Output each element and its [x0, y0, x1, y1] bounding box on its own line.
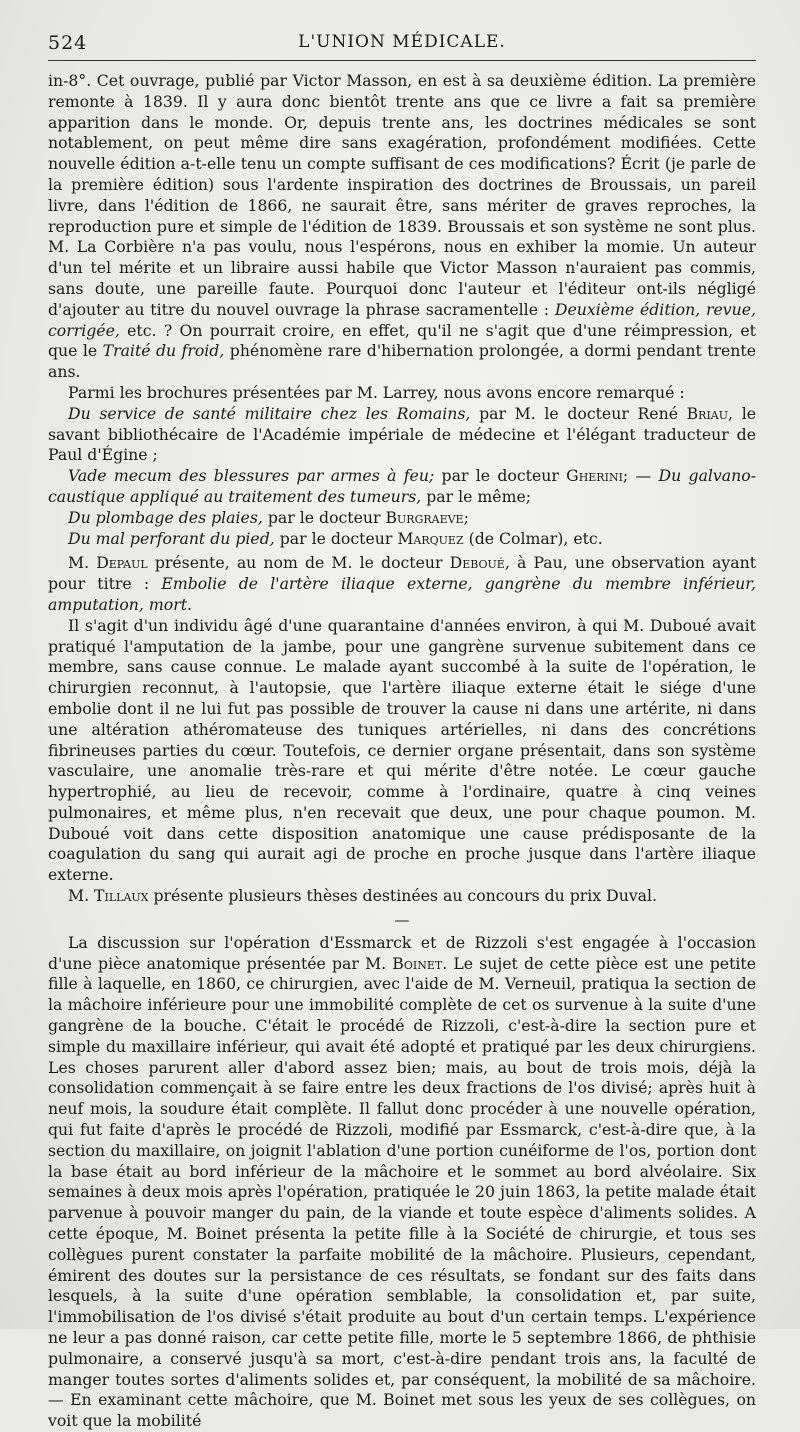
paragraph-depaul: M. Depaul présente, au nom de M. le docteur Deboué, à Pau, une observation ayant pour titre : Embolie de l'artère iliaque externe, gangrène du membre inférieur, amputation, mort.: [48, 553, 757, 614]
brochure-item-marquez: Du mal perforant du pied, par le docteur Marquez (de Colmar), etc.: [68, 528, 603, 548]
running-title: L'UNION MÉDICALE.: [298, 32, 506, 52]
page-header: [48, 24, 756, 61]
paragraph-larrey-brochures: Parmi les brochures présentées par M. Larrey, nous avons encore remarqué :: [68, 382, 685, 402]
paragraph-corbiere-review: in-8°. Cet ouvrage, publié par Victor Masson, en est à sa deuxième édition. La première remonte à 1839. Il y aura donc bientôt trente ans que ce livre a fait sa première apparition dans le monde. Or, depuis trente ans, les doctrines médicales se sont notablement, on peut même dire sans exagération, profondément modifiées. Cette nouvelle édition a-t-elle tenu un compte suffisant de ces modifications? Écrit (je parle de la première édition) sous l'ardente inspiration des doctrines de Broussais, un pareil livre, dans l'édition de 1866, ne saurait être, sans mériter de graves reproches, la reproduction pure et simple de l'édition de 1839. Broussais et son système ne sont plus. M. La Corbière n'a pas voulu, nous l'espérons, nous en exhiber la momie. Un auteur d'un tel mérite et un libraire aussi habile que Victor Masson n'auraient pas commis, sans doute, une pareille faute. Pourquoi donc l'auteur et l'éditeur ont-ils négligé d'ajouter au titre du nouvel ouvrage la phrase sacramentelle : Deuxième édition, revue, corrigée, etc. ? On pourrait croire, en effet, qu'il ne s'agit que d'une réimpression, et que le Traité du froid, phénomène rare d'hibernation prolongée, a dormi pendant trente ans.: [48, 71, 756, 382]
section-separator: —: [394, 910, 410, 929]
page-number: 524: [48, 32, 88, 54]
paragraph-embolie-case: Il s'agit d'un individu âgé d'une quarantaine d'années environ, à qui M. Duboué avait pratiqué l'amputation de la jambe, pour une gangrène survenue subitement dans ce membre, sans cause connue. Le malade ayant succombé à la suite de l'opération, le chirurgien reconnut, à l'autopsie, que l'artère iliaque externe était le siége d'une embolie dont il ne lui fut pas possible de trouver la cause ni dans une artérite, ni dans une altération athéromateuse des tuniques artérielles, ni dans des concrétions fibrineuses parties du cœur. Toutefois, ce dernier organe présentait, dans son système vasculaire, une anomalie très-rare et qui mérite d'être notée. Le cœur gauche hypertrophié, au lieu de recevoir, comme à l'ordinaire, quatre à cinq veines pulmonaires, et même plus, n'en recevait que deux, une pour chaque poumon. M. Duboué voit dans cette disposition anatomique une cause prédisposante de la coagulation du sang qui aurait agi de proche en proche jusque dans l'artère iliaque externe.: [48, 615, 756, 885]
brochure-item-gherini: Vade mecum des blessures par armes à feu; par le docteur Gherini; — Du galvano-caustique appliqué au traitement des tumeurs, par le même;: [48, 466, 757, 506]
article-body: [48, 71, 756, 1432]
paragraph-tillaux: M. Tillaux présente plusieurs thèses destinées au concours du prix Duval.: [68, 886, 658, 906]
brochure-item-briau: Du service de santé militaire chez les Romains, par M. le docteur René Briau, le savant bibliothécaire de l'Académie impériale de médecine et l'élégant traducteur de Paul d'Égine ;: [48, 403, 756, 465]
brochure-item-burgraeve: Du plombage des plaies, par le docteur Burgraeve;: [68, 507, 469, 527]
paragraph-essmarck-rizzoli: La discussion sur l'opération d'Essmarck et de Rizzoli s'est engagée à l'occasion d'une pièce anatomique présentée par M. Boinet. Le sujet de cette pièce est une petite fille à laquelle, en 1860, ce chirurgien, avec l'aide de M. Verneuil, pratiqua la section de la mâchoire inférieure pour une immobilité complète de cet os survenue à la suite d'une gangrène de la bouche. C'était le procédé de Rizzoli, c'est-à-dire la section pure et simple du maxillaire inférieur, qui avait été adopté et pratiqué par les deux chirurgiens. Les choses parurent aller d'abord assez bien; mais, au bout de trois mois, déjà la consolidation commençait à se faire entre les deux fractions de l'os divisé; après huit à neuf mois, la soudure était complète. Il fallut donc procéder à une nouvelle opération, qui fut faite d'après le procédé de Rizzoli, modifié par Essmarck, c'est-à-dire que, à la section du maxillaire, on joignit l'ablation d'une portion cunéiforme de l'os, portion dont la base était au bord inférieur de la mâchoire et le sommet au bord alvéolaire. Six semaines à deux mois après l'opération, pratiquée le 20 juin 1863, la petite malade était parvenue à pouvoir manger du pain, de la viande et toute espèce d'aliments solides. A cette époque, M. Boinet présenta la petite fille à la Société de chirurgie, et tous ses collègues purent constater la parfaite mobilité de la mâchoire. Plusieurs, cependant, émirent des doutes sur la persistance de ces résultats, se fondant sur des faits dans lesquels, à la suite d'une opération semblable, la consolidation et, par suite, l'immobilisation de l'os divisé s'était produite au bout d'un certain temps. L'expérience ne leur a pas donné raison, car cette petite fille, morte le 5 septembre 1866, de phthisie pulmonaire, a conservé jusqu'à sa mort, c'est-à-dire pendant trois ans, la faculté de manger toutes sortes d'aliments solides et, par conséquent, la mobilité de sa mâchoire. — En examinant cette mâchoire, que M. Boinet met sous les yeux de ses collègues, on voit que la mobilité: [48, 932, 756, 1431]
